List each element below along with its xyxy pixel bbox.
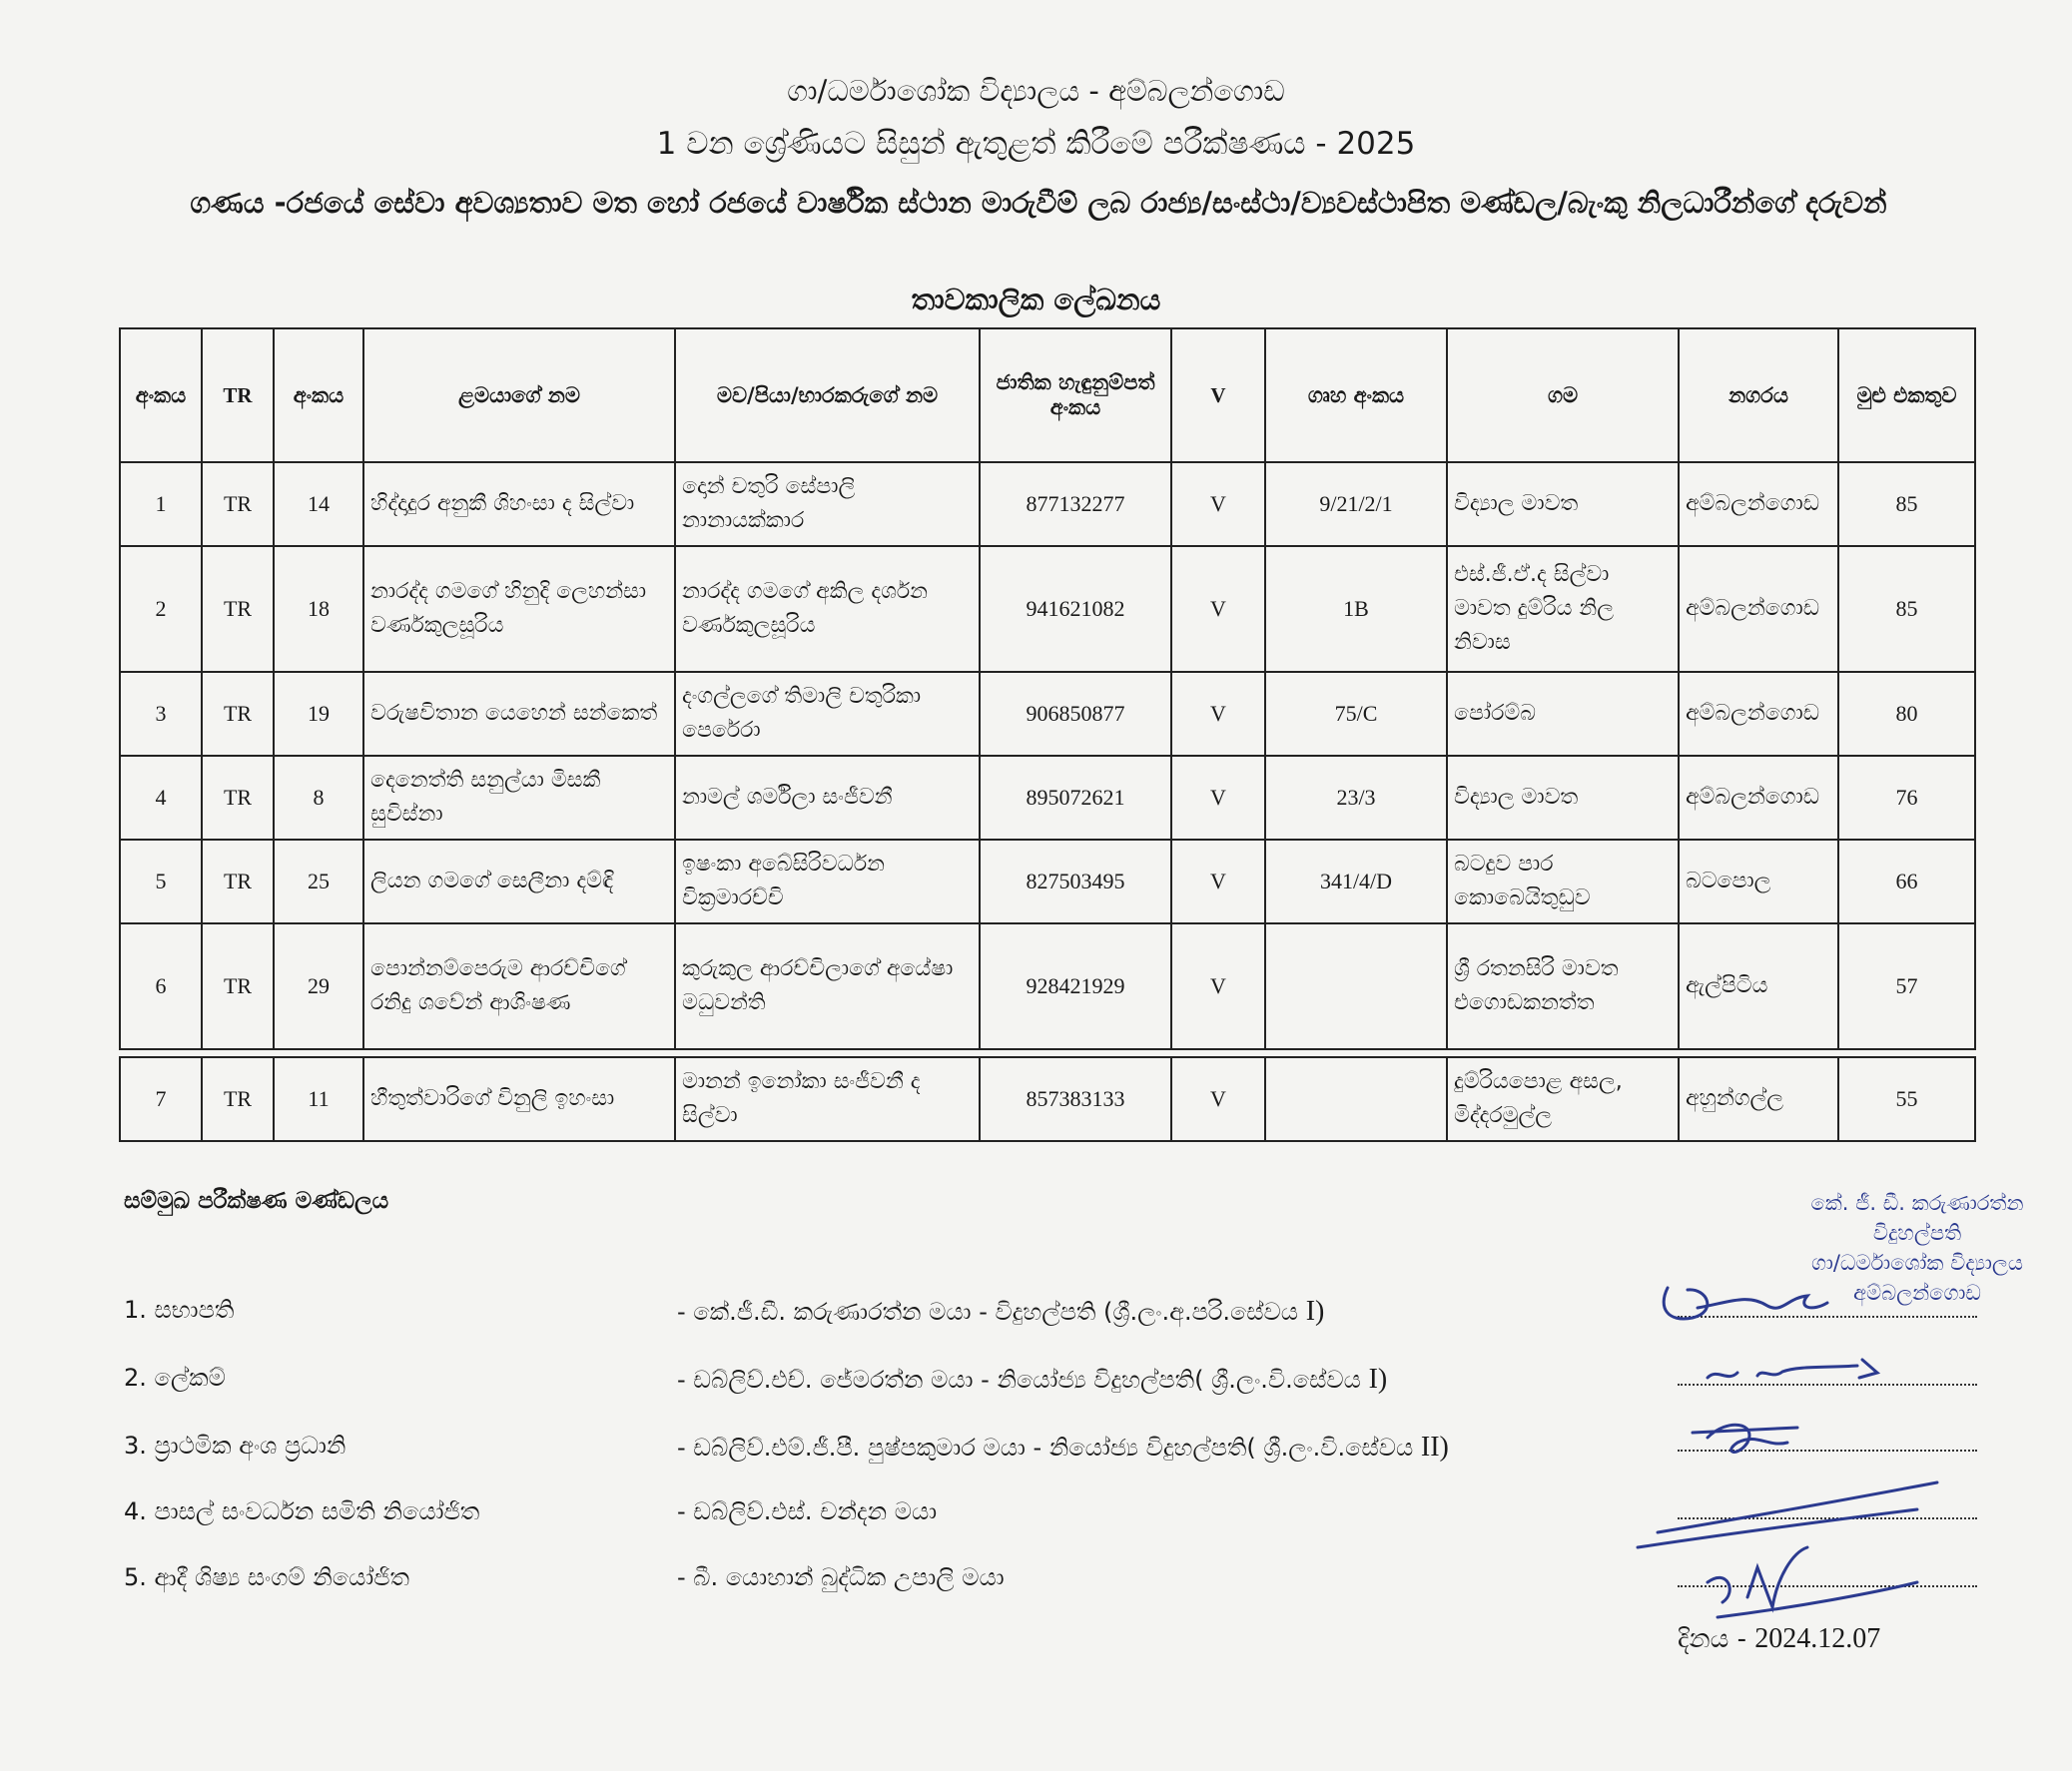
cell-no: 7 xyxy=(120,1057,202,1141)
cell-parent-name: කුරුකුල ආරච්චිලාගේ අයේෂා මධුවන්ති xyxy=(675,923,980,1049)
cell-village: ශ්‍රී රතනසිරි මාවත එගොඩකනත්ත xyxy=(1447,923,1679,1049)
cell-parent-name: නාරද්ද ගමගේ අකිල දර්ශන වර්ණකුලසූරිය xyxy=(675,546,980,672)
signatures-graphic xyxy=(1598,1248,2017,1627)
cell-city: අම්බලන්ගොඩ xyxy=(1679,546,1838,672)
col-header-no: අංකය xyxy=(120,328,202,462)
signature-1 xyxy=(1664,1288,1827,1319)
cell-city: අහුන්ගල්ල xyxy=(1679,1057,1838,1141)
col-header-v: V xyxy=(1171,328,1265,462)
cell-city: ඇල්පිටිය xyxy=(1679,923,1838,1049)
cell-no: 6 xyxy=(120,923,202,1049)
committee-member xyxy=(677,1296,1324,1328)
cell-child-name: ලියන ගමගේ සෙලීනා දම්ඳි xyxy=(363,840,675,923)
cell-number: 25 xyxy=(274,840,363,923)
committee-role: 1. සභාපති xyxy=(124,1296,235,1324)
col-header-total: මුළු එකතුව xyxy=(1838,328,1975,462)
cell-number: 11 xyxy=(274,1057,363,1141)
member-name: - කේ.ජී.ඩී. කරුණාරත්න මයා - විදුහල්පති (ශ්‍රී.ලං.අ.පරි.සේවය xyxy=(677,1298,1299,1326)
cell-child-name: නාරද්ද ගමගේ හිනුදි ලෙහන්සා වර්ණකුලසූරිය xyxy=(363,546,675,672)
cell-v: V xyxy=(1171,923,1265,1049)
exam-title: 1 වන ශ්‍රේණියට සිසුන් ඇතුළත් කිරීමේ පරීක්ෂණය - 2025 xyxy=(656,126,1416,162)
col-header-tr: TR xyxy=(202,328,274,462)
cell-tr: TR xyxy=(202,546,274,672)
cell-house: 75/C xyxy=(1265,672,1447,756)
member-grade: I) xyxy=(1368,1364,1388,1395)
cell-tr: TR xyxy=(202,756,274,840)
cell-no: 5 xyxy=(120,840,202,923)
cell-house: 341/4/D xyxy=(1265,840,1447,923)
cell-v: V xyxy=(1171,1057,1265,1141)
col-header-city: නගරය xyxy=(1679,328,1838,462)
cell-city: බටපොල xyxy=(1679,840,1838,923)
school-title: ගා/ධර්මාශෝක විද්‍යාලය - අම්බලන්ගොඩ xyxy=(787,74,1285,108)
table-row xyxy=(120,1057,1975,1141)
table-row xyxy=(120,672,1975,756)
cell-total: 57 xyxy=(1838,923,1975,1049)
cell-city: අම්බලන්ගොඩ xyxy=(1679,756,1838,840)
cell-house xyxy=(1265,923,1447,1049)
table-row xyxy=(120,923,1975,1049)
col-header-nic: ජාතික හැඳුනුම්පත් අංකය xyxy=(980,328,1171,462)
cell-number: 18 xyxy=(274,546,363,672)
cell-house: 9/21/2/1 xyxy=(1265,462,1447,546)
category-title: ගණය -රජයේ සේවා අවශ්‍යතාව මත හෝ රජයේ වාර්ෂික ස්ථාන මාරුවීම් ලබ රාජ්‍ය/සංස්ථා/ව්‍යවස්ථාපිත මණ්ඩල/බැංකු නිලධාරීන්ගේ දරුවන් xyxy=(190,186,1887,220)
cell-parent-name: මානන් ඉනෝකා සංජීවනී ද සිල්වා xyxy=(675,1057,980,1141)
cell-v: V xyxy=(1171,840,1265,923)
cell-parent-name: නාමල් ශර්මිලා සංජීවනී xyxy=(675,756,980,840)
col-header-number: අංකය xyxy=(274,328,363,462)
member-name: - බී. යොහාන් බුද්ධික උපාලි මයා xyxy=(677,1563,1005,1591)
cell-parent-name: දංගල්ලගේ තිමාලි චතුරිකා පෙරේරා xyxy=(675,672,980,756)
member-grade: II) xyxy=(1420,1432,1449,1463)
committee-role: 2. ලේකම් xyxy=(124,1364,226,1392)
cell-number: 19 xyxy=(274,672,363,756)
signature-3 xyxy=(1693,1425,1797,1452)
cell-child-name: වරුෂවිතාන යෙහෙන් සන්කෙත් xyxy=(363,672,675,756)
cell-total: 55 xyxy=(1838,1057,1975,1141)
cell-house xyxy=(1265,1057,1447,1141)
cell-tr: TR xyxy=(202,672,274,756)
cell-child-name: හිද්දාදුර අනුකී ශිහංසා ද සිල්වා xyxy=(363,462,675,546)
date-label: දිනය - xyxy=(1678,1624,1746,1654)
cell-child-name: හීතුත්වාරිගේ විනුලි ඉහංසා xyxy=(363,1057,675,1141)
signature-2 xyxy=(1708,1360,1877,1378)
cell-nic: 895072621 xyxy=(980,756,1171,840)
cell-tr: TR xyxy=(202,840,274,923)
committee-role: 5. ආදී ශිෂ්‍ය සංගම් නියෝජිත xyxy=(124,1563,410,1591)
date-row xyxy=(1678,1623,1880,1655)
cell-total: 85 xyxy=(1838,462,1975,546)
signature-5 xyxy=(1708,1547,1917,1617)
committee-title: සම්මුඛ පරීක්ෂණ මණ්ඩලය xyxy=(124,1188,389,1214)
committee-member xyxy=(677,1432,1449,1464)
cell-nic: 877132277 xyxy=(980,462,1171,546)
cell-nic: 906850877 xyxy=(980,672,1171,756)
cell-nic: 928421929 xyxy=(980,923,1171,1049)
col-header-house: ගෘහ අංකය xyxy=(1265,328,1447,462)
cell-no: 1 xyxy=(120,462,202,546)
committee-role: 4. පාසල් සංවර්ධන සමිති නියෝජිත xyxy=(124,1497,480,1525)
col-header-child-name: ළමයාගේ නම xyxy=(363,328,675,462)
cell-city: අම්බලන්ගොඩ xyxy=(1679,672,1838,756)
committee-member xyxy=(677,1497,937,1525)
applicants-table xyxy=(119,327,1976,1142)
committee-role: 3. ප්‍රාථමික අංශ ප්‍රධානි xyxy=(124,1432,346,1460)
cell-total: 66 xyxy=(1838,840,1975,923)
cell-total: 80 xyxy=(1838,672,1975,756)
cell-village: එස්.ජී.ඒ.ද සිල්වා මාවත දුම්රිය නිල නිවාස xyxy=(1447,546,1679,672)
col-header-parent-name: මව/පියා/භාරකරුගේ නම xyxy=(675,328,980,462)
cell-v: V xyxy=(1171,756,1265,840)
cell-number: 8 xyxy=(274,756,363,840)
cell-village: දුම්රියපොළ අසල, මිද්දරමුල්ල xyxy=(1447,1057,1679,1141)
stamp-line: විදුහල්පති xyxy=(1872,1221,1962,1245)
table-row xyxy=(120,840,1975,923)
committee-member xyxy=(677,1563,1005,1591)
cell-tr: TR xyxy=(202,923,274,1049)
cell-parent-name: ඉෂංකා අබේසිරිවර්ධන වික්‍රමාරච්චි xyxy=(675,840,980,923)
cell-house: 1B xyxy=(1265,546,1447,672)
cell-total: 76 xyxy=(1838,756,1975,840)
cell-no: 2 xyxy=(120,546,202,672)
committee-member xyxy=(677,1364,1387,1396)
cell-nic: 941621082 xyxy=(980,546,1171,672)
table-row xyxy=(120,756,1975,840)
date-value: 2024.12.07 xyxy=(1754,1623,1881,1654)
cell-nic: 827503495 xyxy=(980,840,1171,923)
cell-parent-name: දොන් චතුරි සේපාලි නානායක්කාර xyxy=(675,462,980,546)
member-name: - ඩබ්ලිව්.එස්. චන්දන මයා xyxy=(677,1497,938,1525)
cell-tr: TR xyxy=(202,462,274,546)
cell-child-name: පොන්නම්පෙරුම ආරච්චිගේ රනිදු ශවේන් ආශිංෂණ xyxy=(363,923,675,1049)
cell-total: 85 xyxy=(1838,546,1975,672)
cell-tr: TR xyxy=(202,1057,274,1141)
table-row xyxy=(120,546,1975,672)
signature-4 xyxy=(1638,1482,1937,1547)
cell-village: පෝරම්බ xyxy=(1447,672,1679,756)
stamp-line: අම්බලන්ගොඩ xyxy=(1853,1281,1981,1305)
table-gap xyxy=(120,1049,1975,1057)
cell-number: 29 xyxy=(274,923,363,1049)
cell-house: 23/3 xyxy=(1265,756,1447,840)
cell-v: V xyxy=(1171,546,1265,672)
col-header-village: ගම xyxy=(1447,328,1679,462)
cell-no: 4 xyxy=(120,756,202,840)
cell-village: බටදුව පාර කොබෙයිතුඩුව xyxy=(1447,840,1679,923)
cell-no: 3 xyxy=(120,672,202,756)
cell-village: විද්‍යාල මාවත xyxy=(1447,462,1679,546)
table-row xyxy=(120,462,1975,546)
member-name: - ඩබ්ලිව්.එච්. ජේමරත්න මයා - නියෝජ්‍ය විදුහල්පති( ශ්‍රී.ලං.වි.සේවය xyxy=(677,1366,1361,1394)
cell-city: අම්බලන්ගොඩ xyxy=(1679,462,1838,546)
member-name: - ඩබ්ලිව්.එම්.ජී.පී. පුෂ්පකුමාර මයා - නියෝජ්‍ය විදුහල්පති( ශ්‍රී.ලං.වි.සේවය xyxy=(677,1434,1414,1462)
table-header-row xyxy=(120,328,1975,462)
list-type-title: තාවකාලික ලේඛනය xyxy=(911,283,1161,316)
cell-child-name: දෙනෙත්ති සනුල්යා මිසකී සුවිස්නා xyxy=(363,756,675,840)
stamp-line: කේ. ජී. ඩී. කරුණාරත්න xyxy=(1810,1191,2024,1215)
cell-nic: 857383133 xyxy=(980,1057,1171,1141)
stamp-line: ගා/ධර්මාශෝක විද්‍යාලය xyxy=(1810,1251,2024,1275)
cell-number: 14 xyxy=(274,462,363,546)
cell-v: V xyxy=(1171,462,1265,546)
member-grade: I) xyxy=(1305,1296,1325,1327)
cell-v: V xyxy=(1171,672,1265,756)
cell-village: විද්‍යාල මාවත xyxy=(1447,756,1679,840)
